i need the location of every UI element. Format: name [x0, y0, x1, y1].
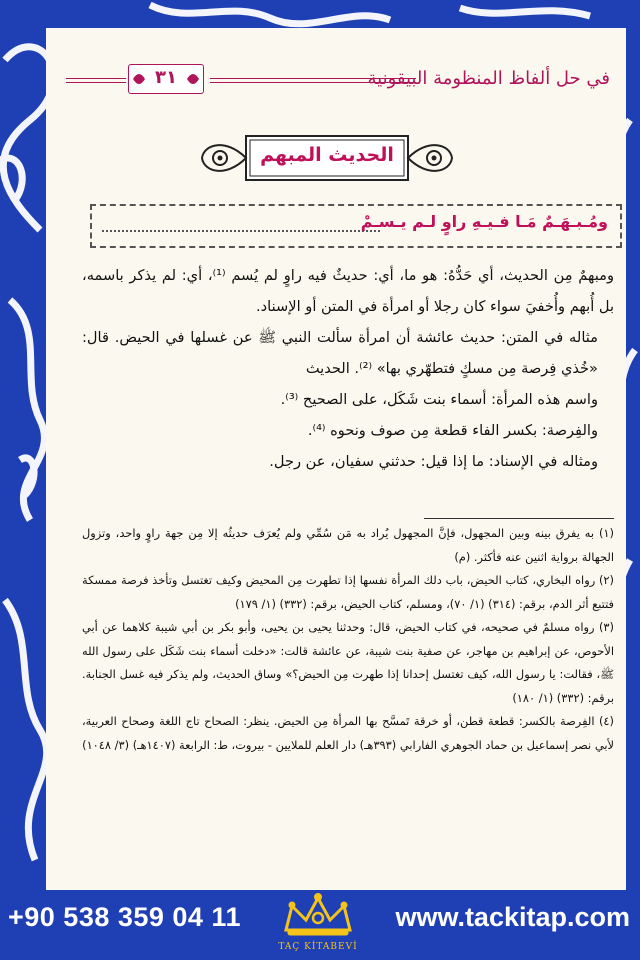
footnote: (٤) الفِرصة بالكسر: قطعة قطن، أو خرقة تَمسَّح بها المرأة مِن الحيض. ينظر: الصحاح تاج اللغة وصحاح العربية، لأبي نصر إسماعيل بن حماد الجوهري الفارابي (٣٩٣هـ) دار العلم للملايين - بيروت، ط: الرابعة (١٤٠٧هـ) (٣/ ١٠٤٨) — [82, 714, 614, 752]
paragraph: مثاله في المتن: حديث عائشة أن امرأة سألت النبي ﷺ عن غسلها في الحيض. قال: «خُذي فِرصة مِن مسكٍ فتطهّري بها» ⁽²⁾. الحديث — [82, 329, 598, 377]
verse-text: ومُـبـهَـمٌ مَـا فـيـهِ راوٍ لـم يـسـمْ — [360, 212, 608, 231]
website-link[interactable]: www.tackitap.com — [395, 902, 630, 932]
page-header — [60, 60, 616, 100]
footnote: (١) به يفرق بينه وبين المجهول، فإنَّ المجهول يُراد به مَن سُمِّي ولم يُعرَف حديثُه إلا مِن جهة راوٍ واحد، وتزول الجهالة برواية اثنين عنه فأكثر. (م) — [82, 526, 614, 564]
crown-logo-icon — [272, 890, 364, 950]
main-text — [82, 260, 614, 477]
promo-banner — [0, 890, 640, 960]
footnote: (٣) رواه مسلمٌ في صحيحه، في كتاب الحيض، قال: وحدثنا يحيى بن يحيى، وأبو بكر بن أبي شيبة كلاهما عن أبي الأحوص، عن إبراهيم بن مهاجر، عن صفية بنت شيبة، عن عائشة قالت: «دخلت أسماء بنت شَكَل على رسول الله ﷺ، فقالت: يا رسول الله، كيف تغتسل إحدانا إذا طهرت مِن الحيض؟» وساق الحديث، ولم يذكر فيه غسل الجنابة. برقم: (٣٣٢) (١/ ١٨٠) — [82, 620, 614, 705]
crown-icon — [272, 890, 364, 942]
page-number-frame — [128, 64, 204, 94]
running-header-title: في حل ألفاظ المنظومة البيقونية — [367, 68, 610, 89]
paragraph: واسم هذه المرأة: أسماء بنت شَكَل، على الصحيح ⁽³⁾. — [280, 391, 598, 408]
paragraph: ومبهمٌ مِن الحديث، أي حَدُّهُ: هو ما، أي: حديثٌ فيه راوٍ لم يُسم ⁽¹⁾، أي: لم يذكر باسمه، بل أُبهم وأُخفيَ سواء كان رجلا أو امرأة في المتن أو الإسناد. — [82, 267, 614, 315]
book-page — [46, 28, 626, 890]
page-number: ٣١ — [155, 67, 177, 88]
header-rule-left — [66, 78, 126, 83]
section-title: الحديث المبهم — [260, 144, 394, 166]
logo-text: TAÇ KİTABEVİ — [278, 942, 358, 952]
section-title-frame — [196, 130, 458, 186]
paragraph: ومثاله في الإسناد: ما إذا قيل: حدثني سفيان، عن رجل. — [269, 453, 598, 470]
phone-number[interactable]: +90 538 359 04 11 — [8, 902, 241, 932]
verse-dotted-line — [102, 230, 380, 232]
footnote-divider — [424, 518, 614, 519]
verse-box — [90, 204, 622, 248]
paragraph: والفِرصة: بكسر الفاء قطعة مِن صوف ونحوه ⁽⁴⁾. — [307, 422, 598, 439]
footnote: (٢) رواه البخاري، كتاب الحيض، باب دلك المرأة نفسها إذا تطهرت مِن المحيض وكيف تغتسل وتأخذ فرصة ممسكة فتتبع أثر الدم، برقم: (٣١٤) (١/ ٧٠)، ومسلم، كتاب الحيض، برقم: (٣٣٢) (١/ ١٧٩) — [82, 573, 614, 611]
footnotes — [82, 522, 614, 757]
